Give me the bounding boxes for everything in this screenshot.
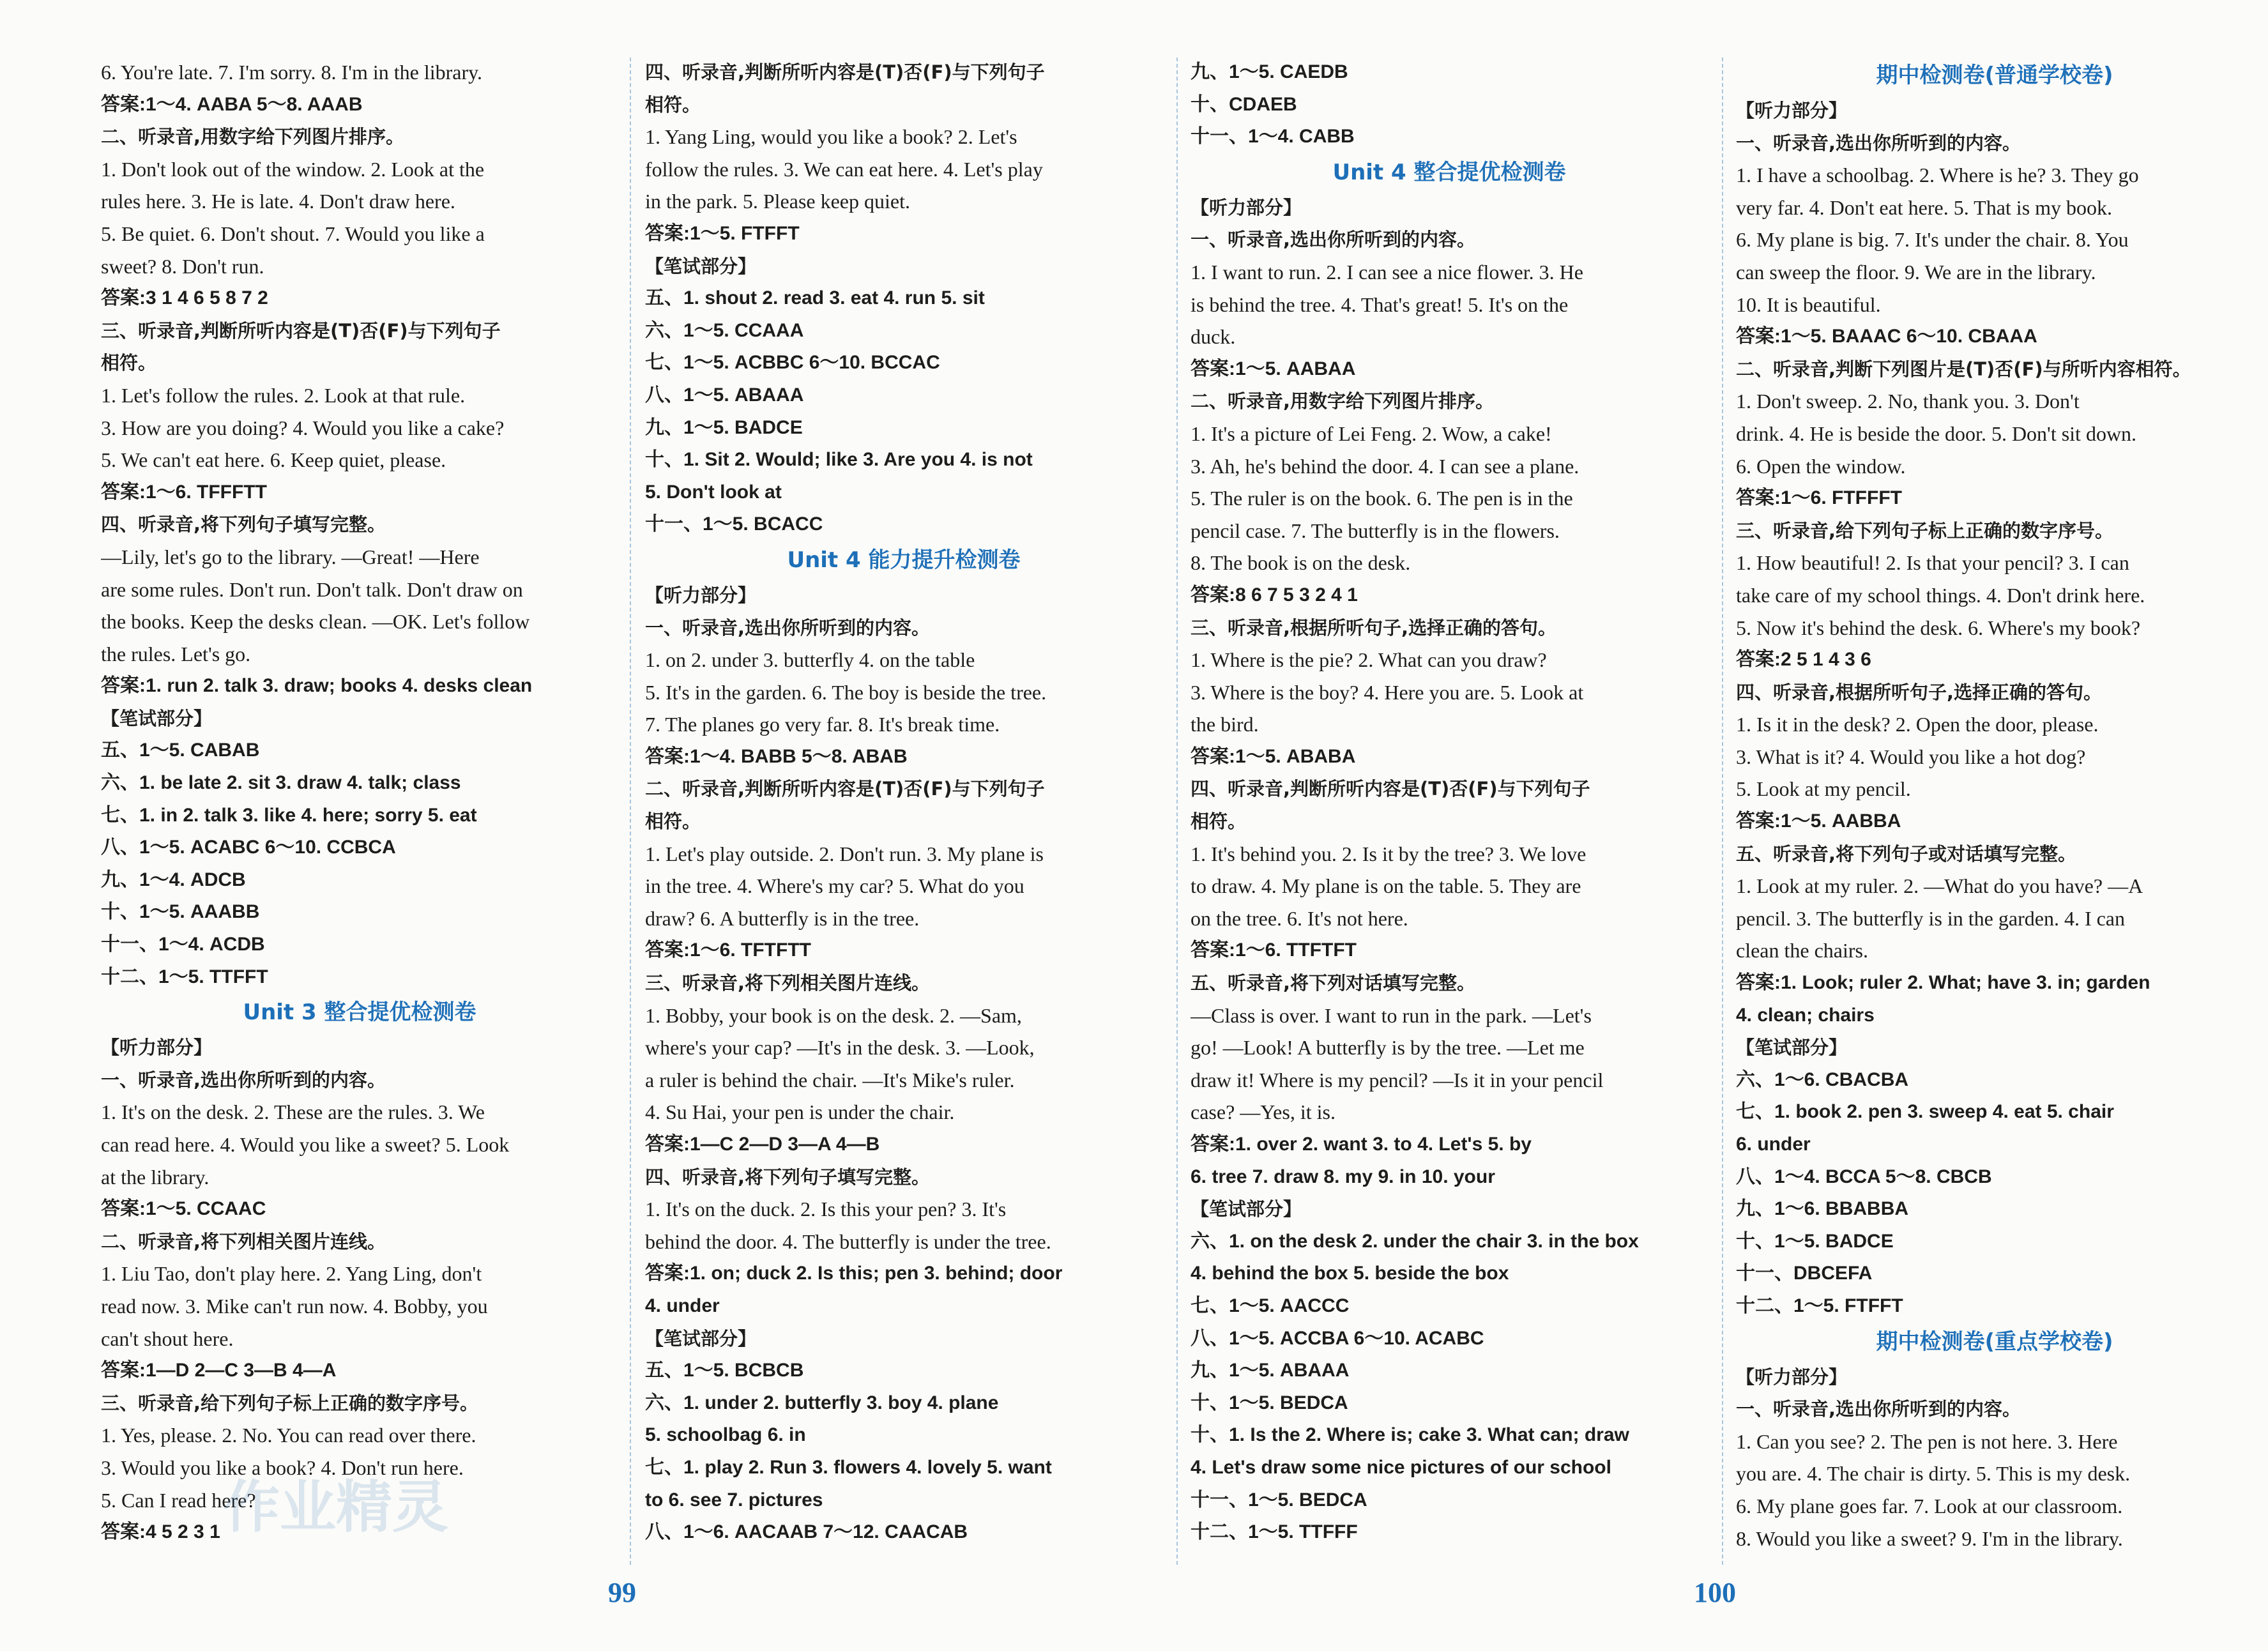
script-line: drink. 4. He is beside the door. 5. Don't sit down. (1736, 422, 2137, 445)
script-line: can't shout here. (101, 1327, 234, 1350)
script-line: 3. Would you like a book? 4. Don't run here. (101, 1456, 464, 1479)
script-line: 5. The ruler is on the book. 6. The pen is in the (1191, 487, 1573, 510)
script-line: very far. 4. Don't eat here. 5. That is my book. (1736, 195, 2113, 219)
script-line: 1. Don't sweep. 2. No, thank you. 3. Don't (1736, 390, 2080, 413)
script-line: sweet? 8. Don't run. (101, 254, 264, 278)
script-line: 10. It is beautiful. (1736, 293, 1881, 316)
answer-line: 五、1～5. CABAB (101, 740, 260, 761)
answer-line: 十二、1～5. FTFFT (1736, 1295, 1903, 1316)
question-instruction: 三、听录音,根据所听句子,选择正确的答句。 (1191, 616, 1557, 639)
question-instruction: 二、听录音,用数字给下列图片排序。 (101, 126, 405, 148)
question-instruction: 四、听录音,判断所听内容是(T)否(F)与下列句子 (645, 61, 1045, 83)
script-line: 8. Would you like a sweet? 9. I'm in the library. (1736, 1526, 2123, 1550)
answer-line: 五、1～5. BCBCB (645, 1360, 804, 1381)
section-heading: 期中检测卷(普通学校卷) (1876, 63, 2113, 88)
answer-line: 答案:1～5. CCAAC (101, 1198, 266, 1220)
script-line: in the tree. 4. Where's my car? 5. What do you (645, 874, 1024, 898)
part-label: 【听力部分】 (1736, 100, 1848, 121)
answer-line: 六、1～5. CCAAA (645, 319, 804, 341)
script-line: 6. You're late. 7. I'm sorry. 8. I'm in the library. (101, 61, 483, 84)
answer-line: 答案:1～5. AABAA (1191, 358, 1356, 379)
answer-line: to 6. see 7. pictures (645, 1489, 823, 1510)
script-line: 1. Can you see? 2. The pen is not here. 3. Here (1736, 1429, 2118, 1453)
answer-line: 答案:4 5 2 3 1 (101, 1521, 220, 1543)
script-line: 1. Don't look out of the window. 2. Look at the (101, 157, 485, 181)
question-instruction: 一、听录音,选出你所听到的内容。 (1736, 1398, 2021, 1420)
question-instruction: 四、听录音,将下列句子填写完整。 (101, 514, 386, 536)
answer-line: 答案:1～4. BABB 5～8. ABAB (645, 745, 908, 767)
question-instruction: 五、听录音,将下列对话填写完整。 (1191, 972, 1476, 994)
answer-line: 九、1～5. ABAAA (1191, 1360, 1350, 1381)
column-2 (645, 56, 1162, 1549)
script-line: read now. 3. Mike can't run now. 4. Bobby, you (101, 1294, 488, 1318)
answer-line: 十一、1～5. BEDCA (1191, 1489, 1367, 1510)
answer-line: 答案:1. run 2. talk 3. draw; books 4. desks clean (101, 675, 533, 697)
answer-line: 六、1. on the desk 2. under the chair 3. in the box (1191, 1230, 1639, 1252)
answer-line: 4. Let's draw some nice pictures of our school (1191, 1456, 1611, 1478)
script-line: to draw. 4. My plane is on the table. 5. They are (1191, 874, 1581, 898)
question-instruction: 三、听录音,判断所听内容是(T)否(F)与下列句子 (101, 319, 501, 342)
column-divider (1176, 57, 1178, 1565)
answer-line: 七、1. play 2. Run 3. flowers 4. lovely 5. want (645, 1456, 1052, 1478)
answer-line: 八、1～4. BCCA 5～8. CBCB (1736, 1166, 1992, 1187)
question-instruction: 二、听录音,将下列相关图片连线。 (101, 1230, 386, 1252)
script-line: 1. Yang Ling, would you like a book? 2. Let's (645, 125, 1017, 149)
script-line: 1. It's on the duck. 2. Is this your pen? 3. It's (645, 1198, 1007, 1221)
script-line: 1. It's a picture of Lei Feng. 2. Wow, a cake! (1191, 422, 1552, 445)
answer-line: 答案:1～5. ABABA (1191, 745, 1356, 767)
script-line: rules here. 3. He is late. 4. Don't draw here. (101, 190, 455, 213)
answer-line: 十、1～5. BADCE (1736, 1230, 1894, 1252)
part-label: 【听力部分】 (101, 1037, 213, 1059)
script-line: 1. Bobby, your book is on the desk. 2. —Sam, (645, 1003, 1022, 1027)
answer-line: 八、1～5. ACABC 6～10. CCBCA (101, 837, 396, 858)
column-4 (1736, 56, 2253, 1555)
part-label: 【笔试部分】 (1736, 1037, 1848, 1059)
script-line: 5. We can't eat here. 6. Keep quiet, please. (101, 448, 446, 472)
script-line: on the tree. 6. It's not here. (1191, 906, 1408, 930)
section-heading: 期中检测卷(重点学校卷) (1876, 1328, 2113, 1355)
answer-line: 答案:1. on; duck 2. Is this; pen 3. behind; door (645, 1263, 1063, 1284)
script-line: the rules. Let's go. (101, 642, 251, 666)
question-instruction: 四、听录音,将下列句子填写完整。 (645, 1166, 931, 1188)
script-line: go! —Look! A butterfly is by the tree. —Let me (1191, 1036, 1585, 1060)
answer-line: 答案:1～5. BAAAC 6～10. CBAAA (1736, 326, 2037, 347)
column-1 (101, 56, 618, 1549)
answer-line: 答案:1～4. AABA 5～8. AAAB (101, 93, 363, 115)
script-line: 3. What is it? 4. Would you like a hot dog? (1736, 745, 2086, 768)
script-line: in the park. 5. Please keep quiet. (645, 190, 910, 213)
page-number-right: 100 (1694, 1577, 1736, 1608)
question-instruction: 四、听录音,判断所听内容是(T)否(F)与下列句子 (1191, 778, 1590, 800)
answer-line: 答案:1. over 2. want 3. to 4. Let's 5. by (1191, 1134, 1532, 1155)
script-line: the books. Keep the desks clean. —OK. Let's follow (101, 610, 530, 634)
answer-line: 5. Don't look at (645, 481, 782, 503)
answer-line: 九、1～5. CAEDB (1191, 61, 1348, 82)
column-divider (1722, 57, 1723, 1565)
script-line: pencil case. 7. The butterfly is in the flowers. (1191, 519, 1560, 542)
script-line: 1. It's behind you. 2. Is it by the tree? 3. We love (1191, 842, 1587, 865)
answer-line: 九、1～4. ADCB (101, 869, 246, 890)
script-line: 1. I want to run. 2. I can see a nice flower. 3. He (1191, 260, 1583, 284)
question-instruction: 一、听录音,选出你所听到的内容。 (1191, 229, 1476, 251)
script-line: the bird. (1191, 713, 1259, 736)
answer-line: 十一、DBCEFA (1736, 1263, 1873, 1284)
script-line: where's your cap? —It's in the desk. 3. —Look, (645, 1036, 1035, 1060)
answer-line: 4. behind the box 5. beside the box (1191, 1263, 1509, 1284)
answer-line: 答案:1～5. FTFFT (645, 222, 800, 244)
answer-line: 八、1～6. AACAAB 7～12. CAACAB (645, 1521, 968, 1543)
answer-line: 答案:1. Look; ruler 2. What; have 3. in; garden (1736, 972, 2150, 994)
script-line: 1. Let's follow the rules. 2. Look at that rule. (101, 383, 466, 407)
script-line: is behind the tree. 4. That's great! 5. It's on the (1191, 293, 1569, 316)
script-line: 1. I have a schoolbag. 2. Where is he? 3. They go (1736, 164, 2139, 187)
script-line: 3. Where is the boy? 4. Here you are. 5. Look at (1191, 680, 1584, 704)
question-instruction: 一、听录音,选出你所听到的内容。 (645, 616, 931, 639)
answer-line: 八、1～5. ACCBA 6～10. ACABC (1191, 1327, 1484, 1349)
watermark-logo (217, 1456, 473, 1558)
script-line: can sweep the floor. 9. We are in the library. (1736, 260, 2096, 284)
script-line: 1. Where is the pie? 2. What can you draw? (1191, 648, 1547, 672)
column-divider (630, 57, 631, 1565)
section-heading: Unit 4 整合提优检测卷 (1332, 159, 1566, 185)
script-line: are some rules. Don't run. Don't talk. Don't draw on (101, 577, 523, 601)
question-instruction: 四、听录音,根据所听句子,选择正确的答句。 (1736, 681, 2103, 703)
script-line: a ruler is behind the chair. —It's Mike's ruler. (645, 1068, 1015, 1092)
script-line: 6. My plane is big. 7. It's under the chair. 8. You (1736, 228, 2129, 252)
section-heading: Unit 4 能力提升检测卷 (787, 547, 1021, 573)
column-3 (1191, 56, 1708, 1549)
script-line: 5. Be quiet. 6. Don't shout. 7. Would you like a (101, 222, 485, 245)
question-instruction: 三、听录音,将下列相关图片连线。 (645, 972, 931, 994)
script-line: 5. It's in the garden. 6. The boy is beside the tree. (645, 680, 1047, 704)
answer-line: 答案:1～5. AABBA (1736, 810, 1901, 832)
answer-line: 八、1～5. ABAAA (645, 384, 804, 406)
script-line: behind the door. 4. The butterfly is under the tree. (645, 1229, 1051, 1253)
script-line: 5. Can I read here? (101, 1488, 256, 1512)
answer-line: 4. under (645, 1295, 720, 1316)
answer-line: 十、CDAEB (1191, 93, 1297, 115)
answer-line: 4. clean; chairs (1736, 1004, 1875, 1026)
answer-line: 七、1～5. ACBBC 6～10. BCCAC (645, 352, 940, 374)
answer-line: 十、1～5. BEDCA (1191, 1392, 1348, 1413)
question-instruction: 二、听录音,判断所听内容是(T)否(F)与下列句子 (645, 778, 1045, 800)
answer-line: 答案:3 1 4 6 5 8 7 2 (101, 287, 268, 309)
answer-line: 答案:1～6. TFFFTT (101, 481, 267, 503)
question-instruction: 一、听录音,选出你所听到的内容。 (1736, 132, 2021, 154)
watermark-text: 作业精灵 (224, 1474, 449, 1540)
answer-line: 答案:1—C 2—D 3—A 4—B (645, 1134, 880, 1155)
answer-line: 答案:8 6 7 5 3 2 4 1 (1191, 584, 1358, 605)
part-label: 【笔试部分】 (1191, 1198, 1302, 1221)
script-line: 1. How beautiful! 2. Is that your pencil? 3. I can (1736, 551, 2129, 575)
script-line: 5. Look at my pencil. (1736, 777, 1911, 801)
answer-line: 九、1～5. BADCE (645, 416, 803, 438)
script-line: can read here. 4. Would you like a sweet? 5. Look (101, 1133, 510, 1156)
question-instruction: 相符。 (1191, 810, 1247, 833)
script-line: 1. It's on the desk. 2. These are the rules. 3. We (101, 1100, 485, 1124)
script-line: —Lily, let's go to the library. —Great! —Here (101, 545, 480, 568)
answer-line: 十一、1～5. BCACC (645, 514, 823, 535)
answer-line: 答案:1～6. TTFTFT (1191, 940, 1357, 961)
answer-line: 九、1～6. BBABBA (1736, 1198, 1909, 1220)
part-label: 【听力部分】 (1736, 1366, 1848, 1388)
answer-line: 答案:1～6. FTFFFT (1736, 487, 1902, 509)
question-instruction: 二、听录音,判断下列图片是(T)否(F)与所听内容相符。 (1736, 358, 2191, 380)
answer-line: 十二、1～5. TTFFF (1191, 1521, 1358, 1543)
answer-line: 五、1. shout 2. read 3. eat 4. run 5. sit (645, 287, 985, 309)
answer-line: 六、1. be late 2. sit 3. draw 4. talk; class (101, 772, 461, 794)
script-line: draw? 6. A butterfly is in the tree. (645, 906, 920, 930)
script-line: draw it! Where is my pencil? —Is it in your pencil (1191, 1068, 1604, 1092)
part-label: 【笔试部分】 (101, 707, 213, 729)
part-label: 【笔试部分】 (645, 255, 757, 277)
script-line: 7. The planes go very far. 8. It's break time. (645, 713, 1000, 736)
answer-line: 答案:1—D 2—C 3—B 4—A (101, 1360, 337, 1381)
script-line: 5. Now it's behind the desk. 6. Where's my book? (1736, 616, 2141, 639)
script-line: at the library. (101, 1165, 209, 1189)
script-line: 3. Ah, he's behind the door. 4. I can see a plane. (1191, 454, 1579, 478)
answer-line: 十二、1～5. TTFFT (101, 966, 268, 987)
answer-line: 十一、1～4. ACDB (101, 934, 265, 955)
question-instruction: 五、听录音,将下列句子或对话填写完整。 (1736, 842, 2077, 865)
answer-line: 答案:1～6. TFTFTT (645, 940, 811, 961)
section-heading: Unit 3 整合提优检测卷 (243, 1000, 476, 1026)
answer-line: 七、1～5. AACCC (1191, 1295, 1350, 1316)
part-label: 【听力部分】 (645, 584, 757, 606)
question-instruction: 相符。 (645, 93, 701, 116)
answer-line: 十、1～5. AAABB (101, 901, 260, 923)
script-line: follow the rules. 3. We can eat here. 4. Let's play (645, 157, 1043, 181)
script-line: —Class is over. I want to run in the park. —Let's (1191, 1003, 1592, 1027)
script-line: take care of my school things. 4. Don't drink here. (1736, 583, 2145, 607)
script-line: 4. Su Hai, your pen is under the chair. (645, 1100, 955, 1124)
page-number-left: 99 (608, 1577, 636, 1608)
answer-line: 6. under (1736, 1134, 1811, 1155)
question-instruction: 二、听录音,用数字给下列图片排序。 (1191, 390, 1495, 413)
script-line: 6. Open the window. (1736, 454, 1906, 478)
question-instruction: 相符。 (645, 810, 701, 833)
script-line: pencil. 3. The butterfly is in the garden. 4. I can (1736, 906, 2125, 930)
script-line: 1. Yes, please. 2. No. You can read over there. (101, 1424, 476, 1447)
part-label: 【听力部分】 (1191, 196, 1302, 218)
script-line: case? —Yes, it is. (1191, 1100, 1336, 1124)
script-line: 1. Is it in the desk? 2. Open the door, please. (1736, 713, 2099, 736)
answer-line: 六、1. under 2. butterfly 3. boy 4. plane (645, 1392, 999, 1413)
question-instruction: 三、听录音,给下列句子标上正确的数字序号。 (1736, 519, 2114, 542)
script-line: you are. 4. The chair is dirty. 5. This is my desk. (1736, 1462, 2131, 1486)
answer-line: 十、1. Is the 2. Where is; cake 3. What can; draw (1191, 1424, 1629, 1446)
script-line: duck. (1191, 325, 1236, 349)
answer-line: 十、1. Sit 2. Would; like 3. Are you 4. is not (645, 449, 1033, 471)
script-line: 1. Liu Tao, don't play here. 2. Yang Ling, don't (101, 1262, 482, 1286)
question-instruction: 相符。 (101, 352, 157, 374)
answer-line: 七、1. book 2. pen 3. sweep 4. eat 5. chair (1736, 1101, 2114, 1123)
script-line: 6. My plane goes far. 7. Look at our classroom. (1736, 1494, 2123, 1518)
script-line: 1. Look at my ruler. 2. —What do you have? —A (1736, 874, 2143, 898)
part-label: 【笔试部分】 (645, 1327, 757, 1350)
answer-line: 5. schoolbag 6. in (645, 1424, 806, 1446)
script-line: clean the chairs. (1736, 939, 1868, 962)
answer-line: 答案:2 5 1 4 3 6 (1736, 649, 1871, 671)
question-instruction: 一、听录音,选出你所听到的内容。 (101, 1069, 386, 1091)
question-instruction: 三、听录音,给下列句子标上正确的数字序号。 (101, 1392, 479, 1414)
answer-line: 六、1～6. CBACBA (1736, 1069, 1909, 1090)
answer-line: 6. tree 7. draw 8. my 9. in 10. your (1191, 1166, 1495, 1187)
script-line: 1. Let's play outside. 2. Don't run. 3. My plane is (645, 842, 1044, 865)
script-line: 8. The book is on the desk. (1191, 551, 1411, 575)
script-line: 3. How are you doing? 4. Would you like a cake? (101, 416, 505, 439)
script-line: 1. on 2. under 3. butterfly 4. on the table (645, 648, 975, 672)
answer-line: 七、1. in 2. talk 3. like 4. here; sorry 5. eat (101, 804, 477, 826)
answer-line: 十一、1～4. CABB (1191, 126, 1355, 148)
